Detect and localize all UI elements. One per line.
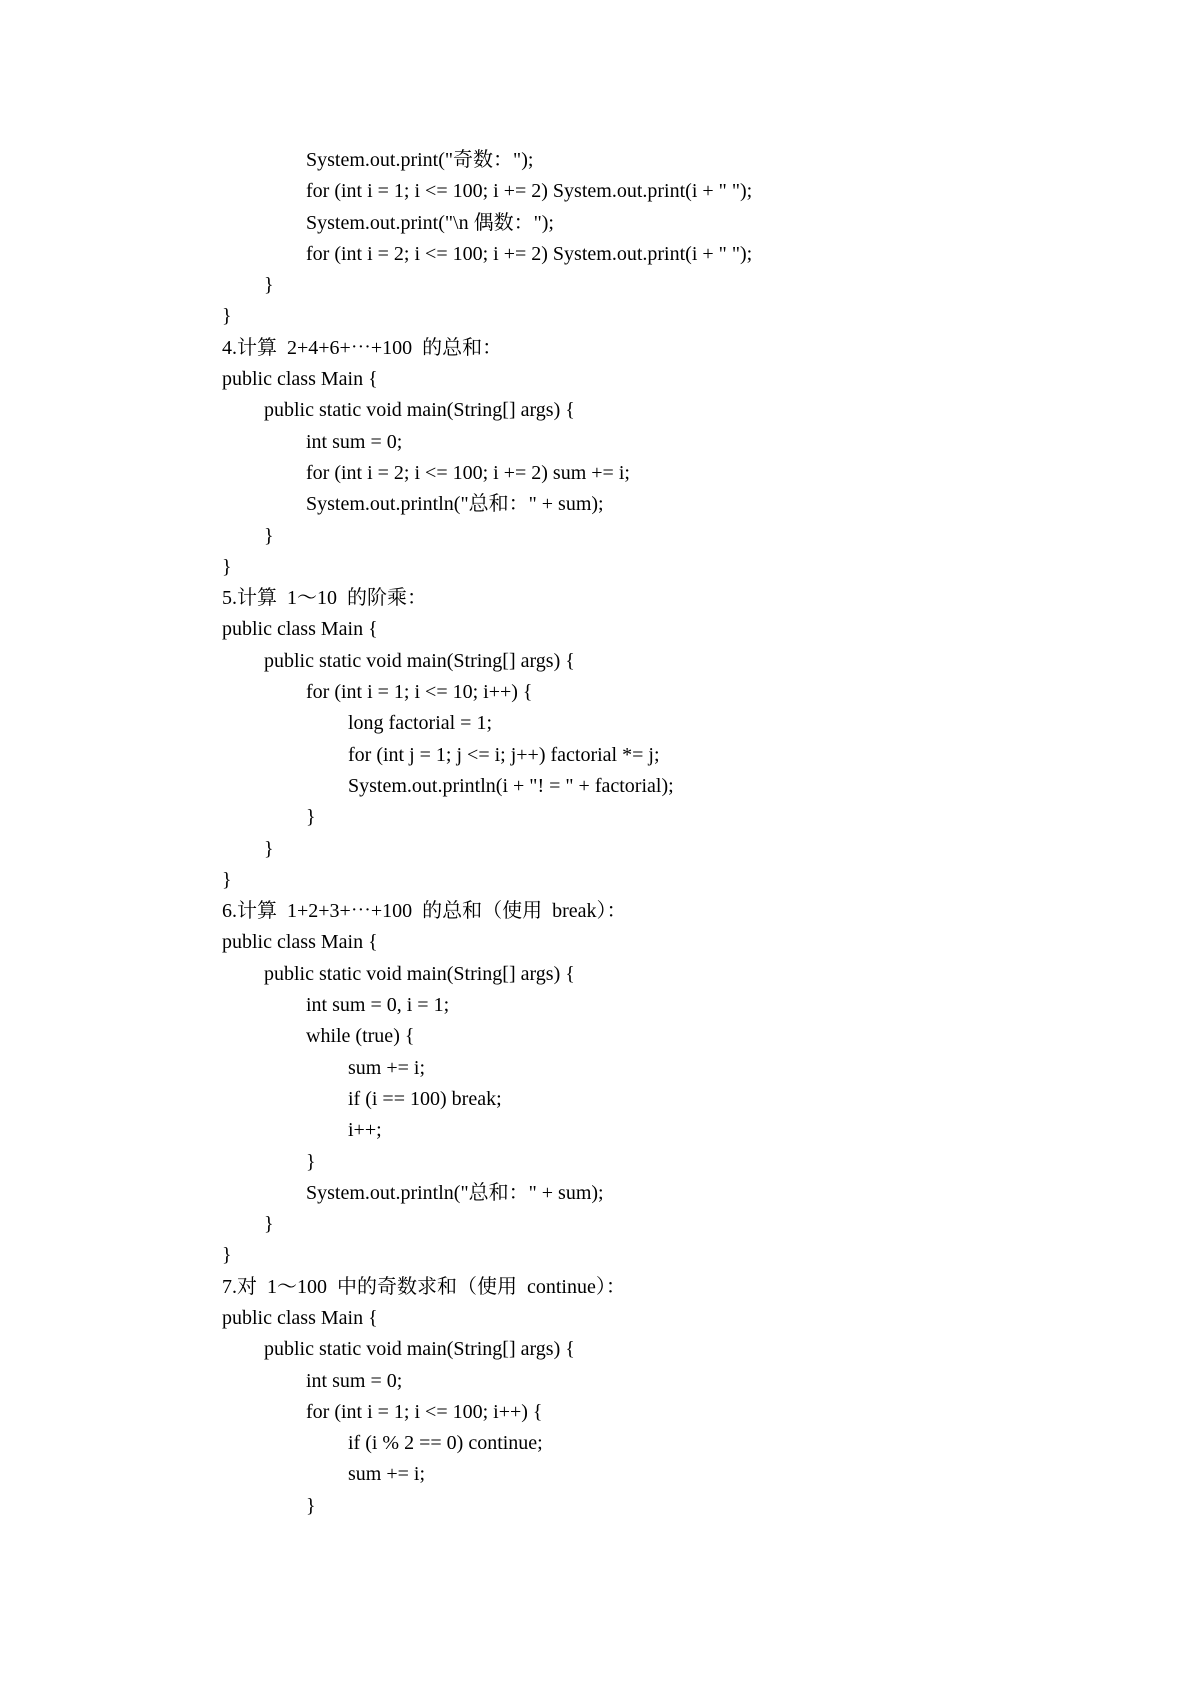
text-line: public class Main {: [222, 368, 378, 391]
text-line: public static void main(String[] args) {: [264, 649, 575, 672]
text-line: }: [222, 305, 232, 328]
text-line: public static void main(String[] args) {: [264, 399, 575, 422]
text-line: if (i % 2 == 0) continue;: [348, 1432, 543, 1455]
text-line: sum += i;: [348, 1463, 426, 1486]
text-line: 7.对 1～100 中的奇数求和（使用 continue）：: [222, 1275, 626, 1298]
text-line: for (int i = 2; i <= 100; i += 2) System.out.print(i + " ");: [306, 242, 753, 265]
text-line: int sum = 0;: [306, 1369, 403, 1392]
text-line: public static void main(String[] args) {: [264, 962, 575, 985]
text-line: public class Main {: [222, 931, 378, 954]
text-line: }: [264, 524, 274, 547]
text-line: int sum = 0, i = 1;: [306, 994, 450, 1017]
text-line: for (int i = 1; i <= 10; i++) {: [306, 681, 533, 704]
text-line: }: [222, 555, 232, 578]
text-line: for (int i = 1; i <= 100; i++) {: [306, 1400, 543, 1423]
text-line: }: [264, 274, 274, 297]
text-line: System.out.print("\n 偶数：");: [306, 211, 554, 234]
text-line: }: [264, 837, 274, 860]
text-line: System.out.println("总和：" + sum);: [306, 1181, 604, 1204]
text-line: 4.计算 2+4+6+⋯+100 的总和：: [222, 336, 503, 359]
text-line: long factorial = 1;: [348, 712, 493, 735]
text-line: }: [222, 868, 232, 891]
text-line: System.out.println("总和：" + sum);: [306, 493, 604, 516]
text-line: 6.计算 1+2+3+⋯+100 的总和（使用 break）：: [222, 900, 627, 923]
text-line: }: [306, 806, 316, 829]
text-line: for (int j = 1; j <= i; j++) factorial *= j;: [348, 743, 660, 766]
text-line: System.out.print("奇数：");: [306, 149, 534, 171]
text-line: public class Main {: [222, 618, 378, 641]
text-line: while (true) {: [306, 1025, 415, 1048]
text-line: System.out.println(i + "! = " + factorial);: [348, 774, 674, 797]
text-line: public class Main {: [222, 1306, 378, 1329]
text-line: for (int i = 1; i <= 100; i += 2) System.out.print(i + " ");: [306, 180, 753, 203]
text-line: int sum = 0;: [306, 430, 403, 453]
code-listing: [222, 145, 1122, 1522]
text-line: }: [306, 1150, 316, 1173]
text-line: public static void main(String[] args) {: [264, 1338, 575, 1361]
text-line: }: [264, 1213, 274, 1236]
text-line: i++;: [348, 1119, 382, 1142]
text-line: if (i == 100) break;: [348, 1087, 502, 1110]
text-line: for (int i = 2; i <= 100; i += 2) sum += i;: [306, 461, 630, 484]
text-line: 5.计算 1～10 的阶乘：: [222, 587, 427, 610]
text-line: }: [222, 1244, 232, 1267]
text-line: }: [306, 1494, 316, 1517]
text-line: sum += i;: [348, 1056, 426, 1079]
